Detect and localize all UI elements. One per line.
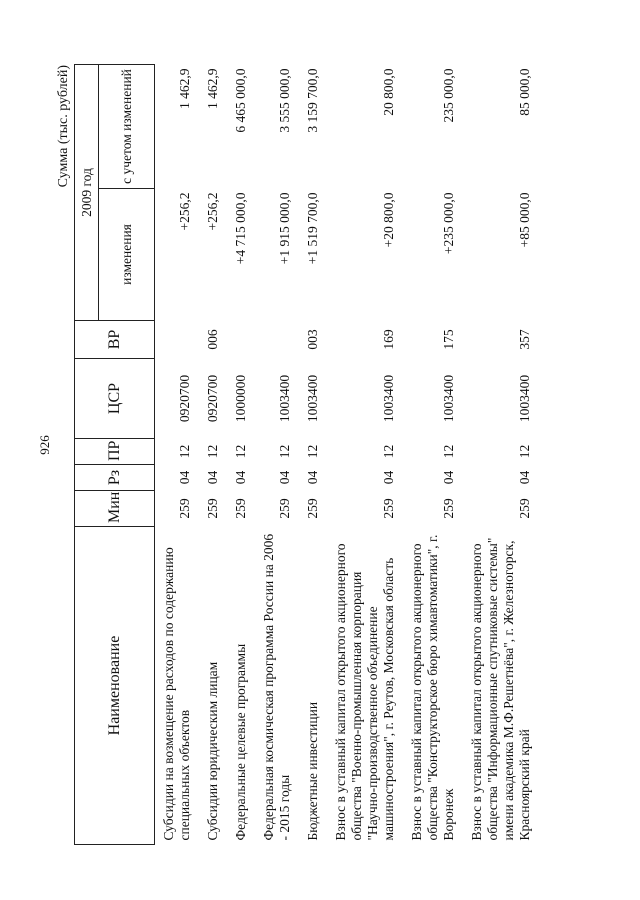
- row-change: +256,2: [177, 192, 192, 231]
- row-change: +1 519 700,0: [305, 192, 320, 265]
- table-caption: Сумма (тыс. рублей): [56, 65, 71, 188]
- row-pr: 12: [381, 444, 396, 459]
- row-csr: 1003400: [305, 374, 320, 423]
- row-rz: 04: [205, 470, 220, 485]
- row-pr: 12: [233, 444, 248, 459]
- rotated-page: [50, 65, 600, 845]
- row-min: 259: [205, 498, 220, 519]
- row-change: +235 000,0: [441, 192, 456, 255]
- row-name: Бюджетные инвестиции: [305, 701, 320, 841]
- table-body: [155, 65, 544, 845]
- row-vr: [259, 321, 303, 359]
- row-total: 20 800,0: [381, 68, 396, 116]
- row-min: 259: [177, 498, 192, 519]
- table-row: [303, 65, 331, 845]
- row-total: 85 000,0: [517, 68, 532, 116]
- row-total: 6 465 000,0: [233, 68, 248, 133]
- row-csr: 1003400: [517, 374, 532, 423]
- header-min: Мин: [75, 491, 155, 527]
- row-csr: 0920700: [205, 374, 220, 423]
- row-pr: 12: [177, 444, 192, 459]
- header-vr: ВР: [75, 321, 155, 359]
- table-row: [407, 65, 467, 845]
- row-pr: 12: [441, 444, 456, 459]
- row-min: 259: [517, 498, 532, 519]
- row-csr: 1003400: [381, 374, 396, 423]
- row-name: Субсидии на возмещение расходов по содержанию специальных объектов: [161, 547, 192, 841]
- row-name: Федеральная космическая программа России на 2006 - 2015 годы: [261, 533, 292, 841]
- row-change: +1 915 000,0: [277, 192, 292, 265]
- row-min: 259: [233, 498, 248, 519]
- row-rz: 04: [517, 470, 532, 485]
- budget-table: [74, 64, 543, 845]
- row-rz: 04: [441, 470, 456, 485]
- row-vr: 169: [381, 329, 396, 350]
- row-total: 1 462,9: [177, 68, 192, 109]
- row-rz: 04: [177, 470, 192, 485]
- row-min: 259: [441, 498, 456, 519]
- row-min: 259: [381, 498, 396, 519]
- row-pr: 12: [277, 444, 292, 459]
- row-change: +256,2: [205, 192, 220, 231]
- row-vr: 357: [517, 329, 532, 350]
- row-csr: 1003400: [441, 374, 456, 423]
- table-row: [203, 65, 231, 845]
- row-csr: 1000000: [233, 374, 248, 423]
- table-row: [259, 65, 303, 845]
- row-pr: 12: [305, 444, 320, 459]
- table-row: [467, 65, 543, 845]
- row-name: Федеральные целевые программы: [233, 643, 248, 841]
- row-rz: 04: [233, 470, 248, 485]
- header-with-changes: с учетом изменений: [99, 65, 155, 189]
- table-row: [331, 65, 407, 845]
- row-pr: 12: [517, 444, 532, 459]
- row-rz: 04: [277, 470, 292, 485]
- row-pr: 12: [205, 444, 220, 459]
- row-vr: 175: [441, 329, 456, 350]
- table-row: [155, 65, 204, 845]
- row-vr: [155, 321, 204, 359]
- row-change: +20 800,0: [381, 192, 396, 248]
- row-total: 3 555 000,0: [277, 68, 292, 133]
- header-csr: ЦСР: [75, 359, 155, 439]
- header-rz: Рз: [75, 465, 155, 491]
- row-rz: 04: [381, 470, 396, 485]
- page-number: 926: [37, 435, 52, 455]
- row-total: 235 000,0: [441, 68, 456, 123]
- row-name: Субсидии юридическим лицам: [205, 661, 220, 841]
- header-pr: ПР: [75, 439, 155, 465]
- row-name: Взнос в уставный капитал открытого акционерного общества "Конструкторское бюро химавтоматики", г. Воронеж: [409, 534, 456, 841]
- row-vr: 003: [305, 329, 320, 350]
- header-year: 2009 год: [75, 65, 99, 321]
- table-row: [231, 65, 259, 845]
- row-change: +85 000,0: [517, 192, 532, 248]
- header-changes: изменения: [99, 189, 155, 321]
- row-min: 259: [277, 498, 292, 519]
- row-vr: 006: [205, 329, 220, 350]
- row-rz: 04: [305, 470, 320, 485]
- header-name: Наименование: [75, 527, 155, 845]
- row-csr: 0920700: [177, 374, 192, 423]
- row-change: +4 715 000,0: [233, 192, 248, 265]
- row-csr: 1003400: [277, 374, 292, 423]
- row-name: Взнос в уставный капитал открытого акционерного общества "Информационные спутниковые системы" имени академика М.Ф.Решетнёва", г. Железногорск, Красноярский край: [469, 537, 532, 841]
- row-total: 1 462,9: [205, 68, 220, 109]
- row-total: 3 159 700,0: [305, 68, 320, 133]
- row-vr: [231, 321, 259, 359]
- row-min: 259: [305, 498, 320, 519]
- row-name: Взнос в уставный капитал открытого акционерного общества "Военно-промышленная корпорация "Научно-производственное объединение машиностроения", г. Реутов, Московская область: [333, 543, 396, 841]
